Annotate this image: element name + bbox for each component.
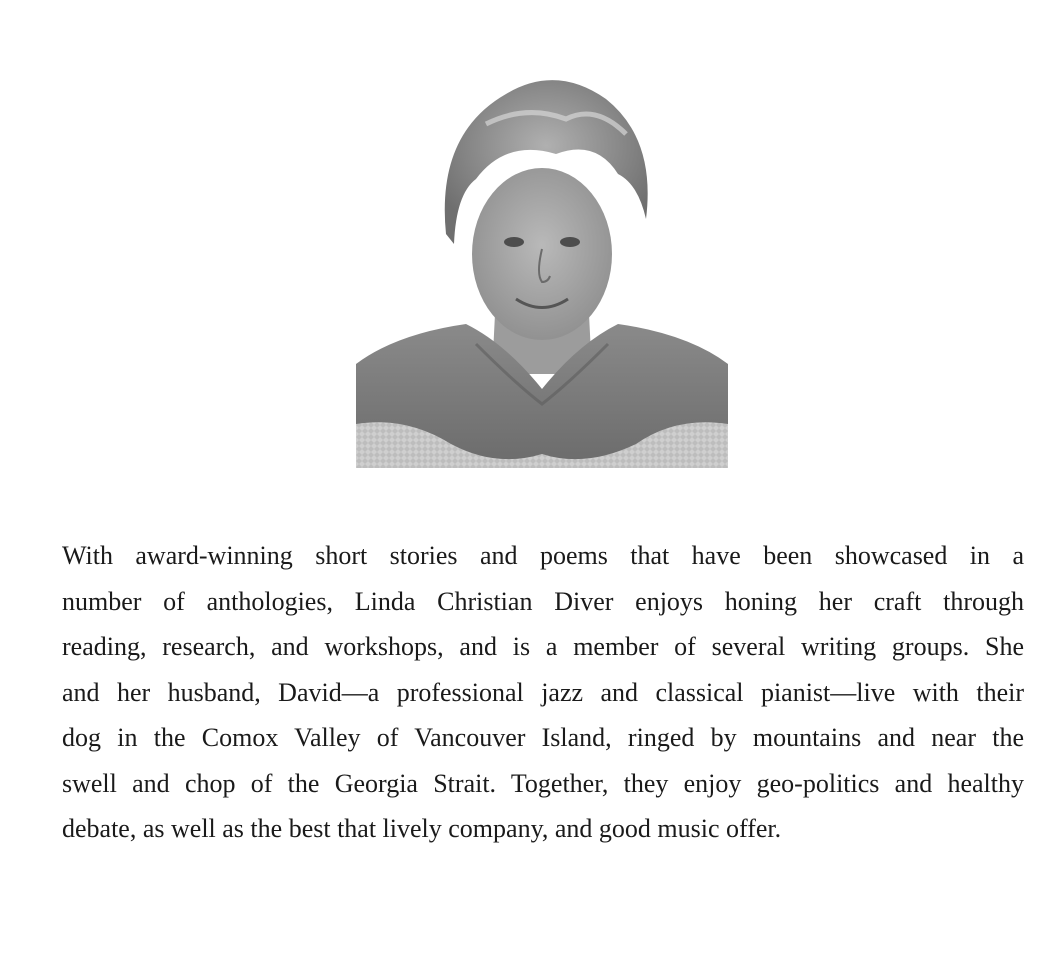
bio-line: number of anthologies, Linda Christian Diver enjoys honing her craft through bbox=[62, 586, 1024, 616]
bio-line: dog in the Comox Valley of Vancouver Island, ringed by mountains and near the bbox=[62, 723, 1024, 752]
bio-line: With award-winning short stories and poems that have been showcased in a bbox=[62, 541, 1024, 570]
author-bio bbox=[62, 533, 1024, 852]
author-portrait-icon bbox=[356, 44, 728, 468]
bio-line: and her husband, David—a professional jazz and classical pianist—live with their bbox=[62, 677, 1024, 707]
bio-line: reading, research, and workshops, and is a member of several writing groups. She bbox=[62, 632, 1024, 661]
bio-line: debate, as well as the best that lively company, and good music offer. bbox=[62, 814, 782, 843]
bio-line: swell and chop of the Georgia Strait. Together, they enjoy geo-politics and healthy bbox=[62, 768, 1024, 798]
author-photo bbox=[356, 44, 728, 468]
